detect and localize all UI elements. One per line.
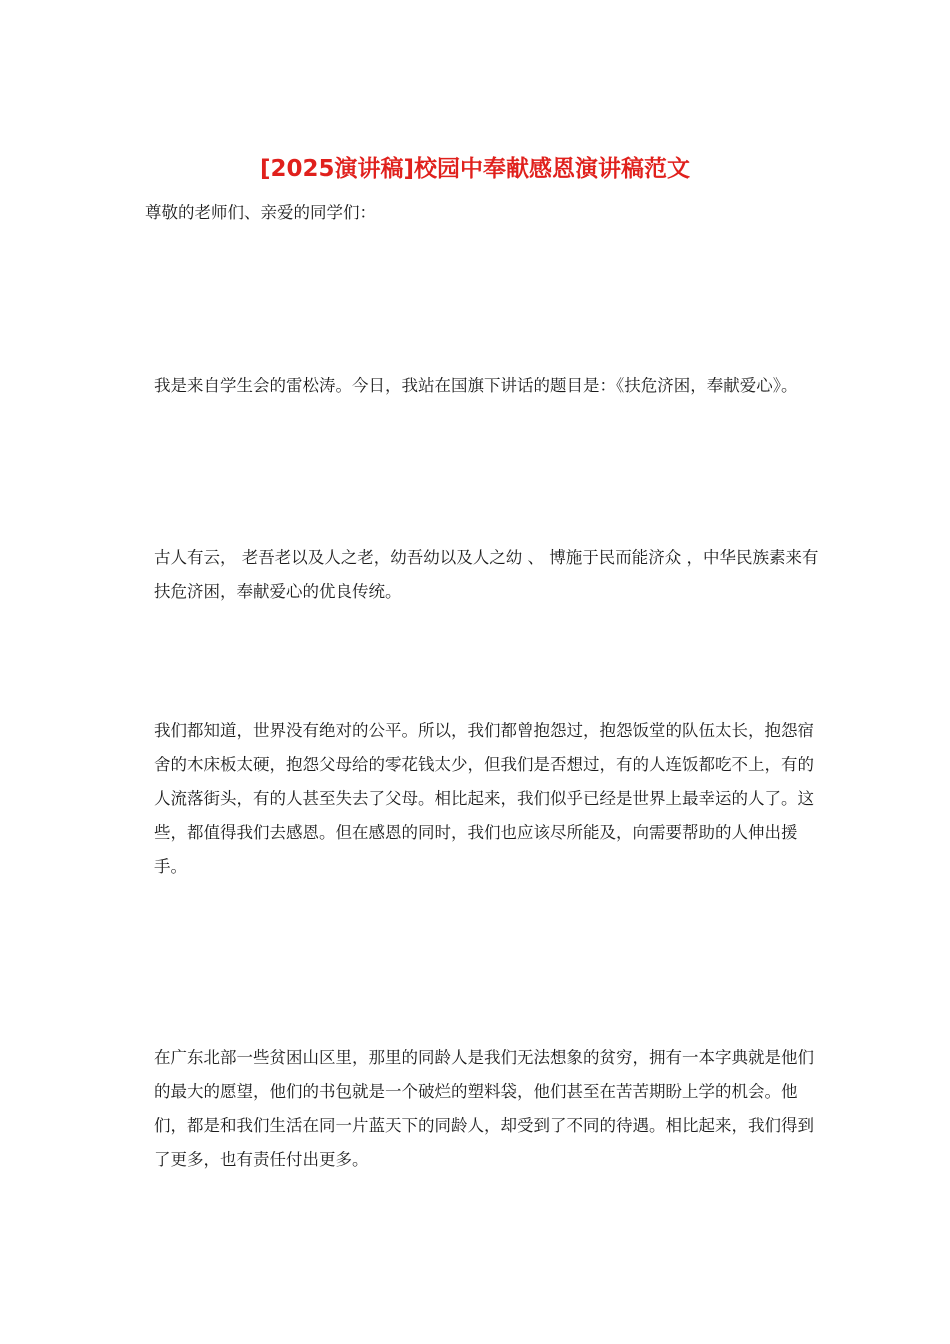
paragraph-2: 古人有云， 老吾老以及人之老，幼吾幼以及人之幼 、 博施于民而能济众 ，中华民族素来有扶危济困，奉献爱心的优良传统。 <box>154 548 819 601</box>
paragraph-1: 我是来自学生会的雷松涛。今日，我站在国旗下讲话的题目是：《扶危济困，奉献爱心》。 <box>154 376 798 395</box>
page-title: [2025演讲稿]校园中奉献感恩演讲稿范文 <box>259 156 691 182</box>
paragraph-4: 在广东北部一些贫困山区里，那里的同龄人是我们无法想象的贫穷，拥有一本字典就是他们的最大的愿望，他们的书包就是一个破烂的塑料袋，他们甚至在苦苦期盼上学的机会。他们，都是和我们生活在同一片蓝天下的同龄人，却受到了不同的待遇。相比起来，我们得到了更多，也有责任付出更多。 <box>154 1048 814 1169</box>
greeting-line: 尊敬的老师们、亲爱的同学们： <box>145 203 376 222</box>
paragraph-3: 我们都知道，世界没有绝对的公平。所以，我们都曾抱怨过，抱怨饭堂的队伍太长，抱怨宿舍的木床板太硬，抱怨父母给的零花钱太少，但我们是否想过，有的人连饭都吃不上，有的人流落街头，有的人甚至失去了父母。相比起来，我们似乎已经是世界上最幸运的人了。这些，都值得我们去感恩。但在感恩的同时，我们也应该尽所能及，向需要帮助的人伸出援手。 <box>154 721 814 876</box>
